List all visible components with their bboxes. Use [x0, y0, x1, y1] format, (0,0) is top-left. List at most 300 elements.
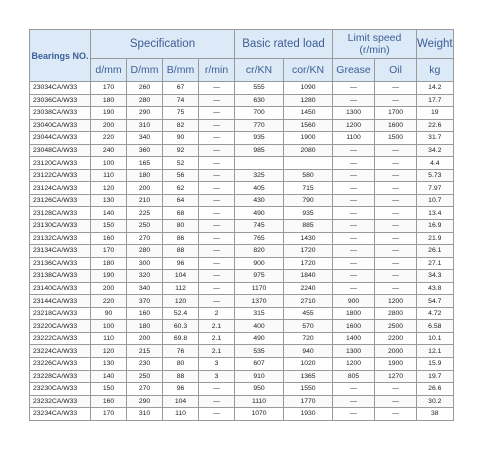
cell-oil: —	[375, 82, 417, 95]
cell-d: 130	[91, 194, 127, 207]
cell-cor: 1840	[284, 270, 333, 283]
cell-r: —	[199, 232, 235, 245]
cell-d: 150	[91, 383, 127, 396]
cell-cor: 935	[284, 207, 333, 220]
table-row	[30, 408, 454, 421]
cell-d: 140	[91, 370, 127, 383]
cell-cor: 2710	[284, 295, 333, 308]
cell-oil: 2000	[375, 345, 417, 358]
cell-d: 160	[91, 395, 127, 408]
cell-weight: 26.6	[417, 383, 454, 396]
table-row	[30, 220, 454, 233]
cell-weight: 43.8	[417, 282, 454, 295]
cell-b: 104	[163, 395, 199, 408]
cell-r: —	[199, 408, 235, 421]
cell-model: 23128CA/W33	[30, 207, 91, 220]
cell-outer-d: 270	[127, 232, 163, 245]
cell-d: 170	[91, 408, 127, 421]
cell-model: 23048CA/W33	[30, 144, 91, 157]
cell-grease: 1800	[333, 307, 375, 320]
cell-r: —	[199, 182, 235, 195]
cell-outer-d: 250	[127, 370, 163, 383]
table-row	[30, 270, 454, 283]
cell-cr: 607	[235, 358, 284, 371]
cell-weight: 10.7	[417, 194, 454, 207]
cell-r: —	[199, 194, 235, 207]
table-row	[30, 232, 454, 245]
cell-grease: 1200	[333, 358, 375, 371]
cell-outer-d: 250	[127, 220, 163, 233]
cell-oil: —	[375, 94, 417, 107]
header-specification: Specification	[91, 30, 235, 59]
cell-oil: —	[375, 157, 417, 170]
cell-b: 88	[163, 370, 199, 383]
cell-grease: —	[333, 207, 375, 220]
cell-b: 82	[163, 119, 199, 132]
header-kg: kg	[417, 59, 454, 82]
cell-cor: 1450	[284, 107, 333, 120]
cell-b: 90	[163, 132, 199, 145]
table-row	[30, 207, 454, 220]
cell-outer-d: 360	[127, 144, 163, 157]
cell-cr: 400	[235, 320, 284, 333]
cell-r: —	[199, 395, 235, 408]
cell-d: 180	[91, 257, 127, 270]
table-row	[30, 358, 454, 371]
cell-b: 80	[163, 220, 199, 233]
cell-outer-d: 230	[127, 358, 163, 371]
cell-r: —	[199, 282, 235, 295]
table-row	[30, 320, 454, 333]
cell-r: 2.1	[199, 345, 235, 358]
cell-cor: 790	[284, 194, 333, 207]
cell-d: 110	[91, 332, 127, 345]
cell-grease: —	[333, 245, 375, 258]
header-limit-speed: Limit speed (r/min)	[333, 30, 417, 59]
header-row-1	[30, 30, 454, 59]
cell-cr: 910	[235, 370, 284, 383]
cell-cr: 1170	[235, 282, 284, 295]
cell-weight: 38	[417, 408, 454, 421]
cell-cr: 745	[235, 220, 284, 233]
cell-cor: 1560	[284, 119, 333, 132]
cell-d: 240	[91, 144, 127, 157]
table-row	[30, 157, 454, 170]
table-row	[30, 345, 454, 358]
cell-r: —	[199, 245, 235, 258]
cell-cr: 490	[235, 207, 284, 220]
cell-oil: —	[375, 408, 417, 421]
header-d-mm: d/mm	[91, 59, 127, 82]
cell-d: 200	[91, 282, 127, 295]
cell-b: 52	[163, 157, 199, 170]
cell-grease: —	[333, 232, 375, 245]
cell-b: 92	[163, 144, 199, 157]
header-basic-rated-load: Basic rated load	[235, 30, 333, 59]
cell-weight: 6.58	[417, 320, 454, 333]
cell-b: 67	[163, 82, 199, 95]
cell-model: 23122CA/W33	[30, 169, 91, 182]
cell-b: 120	[163, 295, 199, 308]
cell-grease: —	[333, 144, 375, 157]
cell-grease: —	[333, 82, 375, 95]
cell-cr	[235, 157, 284, 170]
cell-grease: —	[333, 182, 375, 195]
cell-cr: 535	[235, 345, 284, 358]
header-bearings-no: Bearings NO.	[30, 30, 91, 82]
cell-cor: 1550	[284, 383, 333, 396]
cell-outer-d: 180	[127, 320, 163, 333]
cell-grease: 1300	[333, 345, 375, 358]
cell-d: 200	[91, 119, 127, 132]
cell-outer-d: 320	[127, 270, 163, 283]
cell-cor: 2240	[284, 282, 333, 295]
cell-model: 23126CA/W33	[30, 194, 91, 207]
bearing-spec-table-container	[29, 29, 454, 421]
cell-grease: 900	[333, 295, 375, 308]
header-cor-kn: cor/KN	[284, 59, 333, 82]
cell-b: 112	[163, 282, 199, 295]
cell-model: 23132CA/W33	[30, 232, 91, 245]
cell-weight: 22.6	[417, 119, 454, 132]
cell-oil: —	[375, 270, 417, 283]
cell-grease: —	[333, 270, 375, 283]
cell-model: 23218CA/W33	[30, 307, 91, 320]
cell-r: —	[199, 132, 235, 145]
cell-cr: 1070	[235, 408, 284, 421]
cell-cr: 950	[235, 383, 284, 396]
cell-cor: 885	[284, 220, 333, 233]
cell-grease: 1100	[333, 132, 375, 145]
cell-oil: —	[375, 182, 417, 195]
cell-cor: 1720	[284, 245, 333, 258]
cell-outer-d: 215	[127, 345, 163, 358]
cell-d: 190	[91, 270, 127, 283]
cell-grease: —	[333, 157, 375, 170]
cell-grease: 1200	[333, 119, 375, 132]
cell-outer-d: 270	[127, 383, 163, 396]
cell-oil: 1600	[375, 119, 417, 132]
table-row	[30, 132, 454, 145]
cell-grease: —	[333, 408, 375, 421]
cell-weight: 17.7	[417, 94, 454, 107]
header-grease: Grease	[333, 59, 375, 82]
cell-model: 23034CA/W33	[30, 82, 91, 95]
table-row	[30, 107, 454, 120]
cell-outer-d: 310	[127, 119, 163, 132]
cell-d: 90	[91, 307, 127, 320]
cell-cor: 715	[284, 182, 333, 195]
cell-b: 104	[163, 270, 199, 283]
cell-grease: —	[333, 169, 375, 182]
cell-outer-d: 160	[127, 307, 163, 320]
cell-model: 23228CA/W33	[30, 370, 91, 383]
cell-outer-d: 280	[127, 245, 163, 258]
table-row	[30, 245, 454, 258]
cell-model: 23144CA/W33	[30, 295, 91, 308]
cell-d: 120	[91, 345, 127, 358]
cell-grease: —	[333, 282, 375, 295]
cell-cor: 1770	[284, 395, 333, 408]
cell-cor: 1900	[284, 132, 333, 145]
cell-outer-d: 370	[127, 295, 163, 308]
cell-r: —	[199, 119, 235, 132]
cell-oil: —	[375, 207, 417, 220]
cell-weight: 10.1	[417, 332, 454, 345]
cell-cr: 985	[235, 144, 284, 157]
cell-grease: —	[333, 395, 375, 408]
cell-cor: 1720	[284, 257, 333, 270]
cell-model: 23138CA/W33	[30, 270, 91, 283]
cell-d: 110	[91, 169, 127, 182]
cell-outer-d: 340	[127, 282, 163, 295]
cell-b: 74	[163, 94, 199, 107]
cell-d: 180	[91, 94, 127, 107]
cell-weight: 19	[417, 107, 454, 120]
table-row	[30, 332, 454, 345]
cell-b: 88	[163, 245, 199, 258]
cell-b: 86	[163, 232, 199, 245]
header-outer-d-mm: D/mm	[127, 59, 163, 82]
cell-outer-d: 165	[127, 157, 163, 170]
cell-r: —	[199, 144, 235, 157]
cell-weight: 19.7	[417, 370, 454, 383]
cell-b: 110	[163, 408, 199, 421]
cell-oil: —	[375, 194, 417, 207]
cell-r: —	[199, 270, 235, 283]
cell-cor: 570	[284, 320, 333, 333]
cell-oil: —	[375, 220, 417, 233]
cell-cr: 555	[235, 82, 284, 95]
cell-weight: 12.1	[417, 345, 454, 358]
cell-cr: 325	[235, 169, 284, 182]
table-row	[30, 395, 454, 408]
cell-model: 23226CA/W33	[30, 358, 91, 371]
cell-b: 76	[163, 345, 199, 358]
cell-cor: 580	[284, 169, 333, 182]
cell-model: 23220CA/W33	[30, 320, 91, 333]
cell-r: —	[199, 220, 235, 233]
header-weight: Weight	[417, 30, 454, 59]
table-body	[30, 82, 454, 421]
cell-grease: 1400	[333, 332, 375, 345]
cell-outer-d: 290	[127, 395, 163, 408]
cell-cr: 490	[235, 332, 284, 345]
cell-cr: 1370	[235, 295, 284, 308]
cell-cr: 700	[235, 107, 284, 120]
cell-outer-d: 210	[127, 194, 163, 207]
cell-oil: 2500	[375, 320, 417, 333]
cell-oil: 1500	[375, 132, 417, 145]
table-row	[30, 144, 454, 157]
cell-oil: 2800	[375, 307, 417, 320]
cell-cor: 1430	[284, 232, 333, 245]
cell-oil: 1700	[375, 107, 417, 120]
cell-model: 23234CA/W33	[30, 408, 91, 421]
cell-outer-d: 310	[127, 408, 163, 421]
cell-r: —	[199, 94, 235, 107]
cell-outer-d: 180	[127, 169, 163, 182]
cell-r: 2.1	[199, 320, 235, 333]
cell-d: 220	[91, 132, 127, 145]
cell-outer-d: 280	[127, 94, 163, 107]
header-oil: Oil	[375, 59, 417, 82]
cell-d: 170	[91, 245, 127, 258]
cell-r: —	[199, 82, 235, 95]
cell-cr: 405	[235, 182, 284, 195]
cell-r: 3	[199, 358, 235, 371]
header-cr-kn: cr/KN	[235, 59, 284, 82]
cell-oil: —	[375, 282, 417, 295]
cell-b: 60.3	[163, 320, 199, 333]
cell-outer-d: 200	[127, 182, 163, 195]
cell-outer-d: 200	[127, 332, 163, 345]
cell-grease: —	[333, 94, 375, 107]
cell-r: —	[199, 207, 235, 220]
cell-b: 96	[163, 257, 199, 270]
cell-grease: 1300	[333, 107, 375, 120]
cell-oil: —	[375, 245, 417, 258]
cell-r: 2	[199, 307, 235, 320]
cell-weight: 21.9	[417, 232, 454, 245]
cell-grease: —	[333, 194, 375, 207]
cell-cor: 1365	[284, 370, 333, 383]
table-row	[30, 307, 454, 320]
cell-d: 100	[91, 320, 127, 333]
cell-d: 220	[91, 295, 127, 308]
cell-grease: —	[333, 383, 375, 396]
cell-model: 23044CA/W33	[30, 132, 91, 145]
table-row	[30, 169, 454, 182]
cell-cr: 820	[235, 245, 284, 258]
cell-cr: 975	[235, 270, 284, 283]
cell-oil: —	[375, 144, 417, 157]
cell-model: 23136CA/W33	[30, 257, 91, 270]
cell-cor: 940	[284, 345, 333, 358]
cell-outer-d: 225	[127, 207, 163, 220]
cell-model: 23230CA/W33	[30, 383, 91, 396]
cell-d: 160	[91, 232, 127, 245]
cell-r: 2.1	[199, 332, 235, 345]
cell-cor: 720	[284, 332, 333, 345]
cell-d: 120	[91, 182, 127, 195]
cell-weight: 26.1	[417, 245, 454, 258]
cell-r: —	[199, 157, 235, 170]
table-row	[30, 282, 454, 295]
cell-model: 23140CA/W33	[30, 282, 91, 295]
cell-cr: 630	[235, 94, 284, 107]
table-row	[30, 383, 454, 396]
table-row	[30, 370, 454, 383]
cell-oil: —	[375, 257, 417, 270]
cell-cr: 935	[235, 132, 284, 145]
cell-d: 190	[91, 107, 127, 120]
cell-cor: 1930	[284, 408, 333, 421]
cell-b: 75	[163, 107, 199, 120]
bearing-spec-table	[29, 29, 454, 421]
cell-cr: 315	[235, 307, 284, 320]
cell-cr: 900	[235, 257, 284, 270]
cell-b: 80	[163, 358, 199, 371]
cell-b: 52.4	[163, 307, 199, 320]
cell-b: 62	[163, 182, 199, 195]
table-row	[30, 82, 454, 95]
cell-model: 23130CA/W33	[30, 220, 91, 233]
cell-r: 3	[199, 370, 235, 383]
table-row	[30, 94, 454, 107]
cell-weight: 4.72	[417, 307, 454, 320]
cell-outer-d: 290	[127, 107, 163, 120]
header-row-2	[30, 59, 454, 82]
cell-grease: 805	[333, 370, 375, 383]
cell-d: 130	[91, 358, 127, 371]
table-row	[30, 295, 454, 308]
cell-model: 23040CA/W33	[30, 119, 91, 132]
cell-weight: 34.3	[417, 270, 454, 283]
cell-grease: —	[333, 257, 375, 270]
cell-cor	[284, 157, 333, 170]
cell-model: 23124CA/W33	[30, 182, 91, 195]
cell-r: —	[199, 169, 235, 182]
table-row	[30, 257, 454, 270]
cell-model: 23134CA/W33	[30, 245, 91, 258]
cell-model: 23038CA/W33	[30, 107, 91, 120]
cell-weight: 16.9	[417, 220, 454, 233]
cell-outer-d: 300	[127, 257, 163, 270]
cell-d: 150	[91, 220, 127, 233]
cell-r: —	[199, 383, 235, 396]
cell-weight: 5.73	[417, 169, 454, 182]
cell-oil: —	[375, 383, 417, 396]
cell-weight: 30.2	[417, 395, 454, 408]
table-row	[30, 119, 454, 132]
cell-weight: 27.1	[417, 257, 454, 270]
cell-oil: 1900	[375, 358, 417, 371]
cell-r: —	[199, 295, 235, 308]
header-r-min: r/min	[199, 59, 235, 82]
cell-b: 69.8	[163, 332, 199, 345]
cell-model: 23232CA/W33	[30, 395, 91, 408]
cell-b: 64	[163, 194, 199, 207]
cell-oil: 1270	[375, 370, 417, 383]
cell-b: 68	[163, 207, 199, 220]
cell-model: 23120CA/W33	[30, 157, 91, 170]
cell-weight: 54.7	[417, 295, 454, 308]
cell-outer-d: 340	[127, 132, 163, 145]
cell-cor: 1280	[284, 94, 333, 107]
cell-weight: 4.4	[417, 157, 454, 170]
cell-cr: 765	[235, 232, 284, 245]
cell-oil: —	[375, 232, 417, 245]
cell-model: 23036CA/W33	[30, 94, 91, 107]
cell-r: —	[199, 107, 235, 120]
cell-weight: 14.2	[417, 82, 454, 95]
cell-cor: 1090	[284, 82, 333, 95]
cell-weight: 31.7	[417, 132, 454, 145]
cell-weight: 13.4	[417, 207, 454, 220]
cell-oil: —	[375, 169, 417, 182]
cell-d: 100	[91, 157, 127, 170]
cell-r: —	[199, 257, 235, 270]
table-row	[30, 194, 454, 207]
table-row	[30, 182, 454, 195]
cell-weight: 15.9	[417, 358, 454, 371]
cell-oil: 1200	[375, 295, 417, 308]
cell-grease: —	[333, 220, 375, 233]
cell-b: 96	[163, 383, 199, 396]
cell-outer-d: 260	[127, 82, 163, 95]
cell-weight: 34.2	[417, 144, 454, 157]
